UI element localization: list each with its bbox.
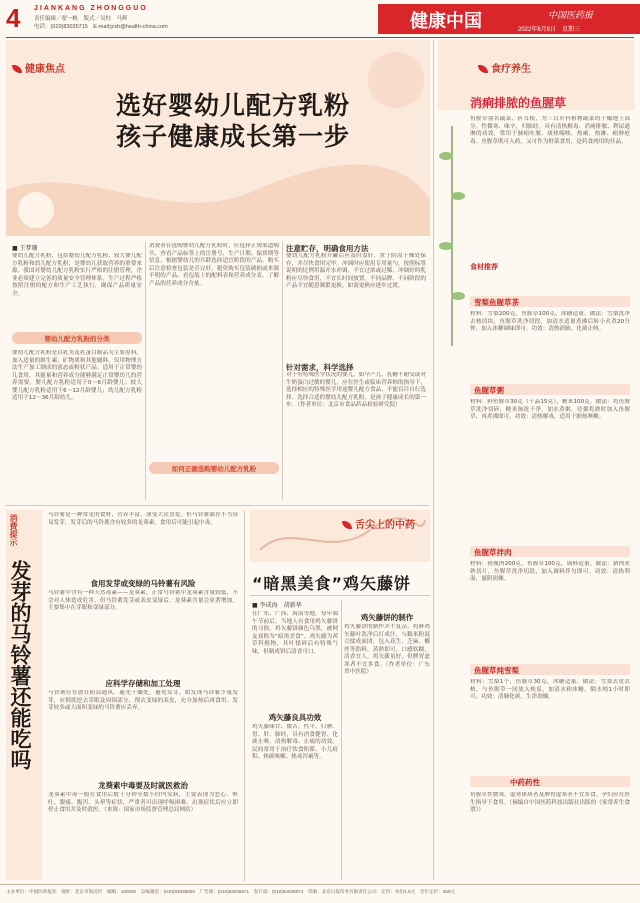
recipes-tag: 食材推荐 <box>470 263 498 271</box>
leaf-icon <box>12 65 22 73</box>
fish-intro: 鱼腥草别名蕺菜、折耳根，为三白草科植物蕺菜的干燥地上部分，性微寒、味辛，归肺经。具有清热解毒、消痈排脓、利尿通淋的功效，常用于肺痈吐脓、痰热喘咳、热痢、热淋、痈肿疮毒。鱼腥草既可入药，又可作为野菜食用，是药食两用的佳品。 <box>470 116 630 145</box>
lead-para1: 婴幼儿配方乳粉，包括婴幼儿配方乳粉、较大婴儿配方乳粉和幼儿配方乳粉，是婴幼儿获取营养的重要来源。我国对婴幼儿配方乳粉实行严格的注册管理，企业必须建立完善的质量安全管理体系，生产过程严格按照注册的配方和生产工艺执行，确保产品质量安全。 <box>12 253 142 297</box>
lead-para4: 婴幼儿配方乳粉开罐后应及时盖好，置于阴凉干燥处保存，并尽快食用完毕。冲调时应使用专用量勺，按照标签说明的比例用温开水冲调，不宜过浓或过稀。冲调好的乳粉应尽快食用，不宜长时间放置。不同品牌、不同阶段的产品不宜随意频繁更换，如需更换应逐步过渡。 <box>286 253 426 289</box>
lead-sub2: 如何正确选购婴幼儿配方乳粉 <box>171 465 257 473</box>
editor-line: 责任编辑／翟一帆 版式／吴柱 马辉 <box>34 16 128 22</box>
dish4-title: 鱼腥草炖雪梨 <box>474 666 519 675</box>
dish4-text: 材料：雪梨1个，鱼腥草30克，冰糖适量。做法：雪梨去皮去核，与鱼腥草一同放入炖盅，加清水和冰糖，隔水炖1小时即可。功效：清肺化痰，生津润燥。 <box>470 679 630 700</box>
festive-title: “暗黑美食”鸡矢藤饼 <box>252 574 412 593</box>
potato-tag: 消费提示 <box>9 514 18 546</box>
potato-sub3: 龙葵素中毒要及时就医救治 <box>98 781 188 790</box>
section-pinyin: JIANKANG ZHONGGUO <box>34 5 148 12</box>
lead-sub-storage: 注意贮存，明确食用方法 <box>286 244 369 253</box>
festive-para1: 在广东、广西、海南等地，每年端午节前后，当地人有食用鸡矢藤饼的习俗。鸡矢藤饼颜色乌黑，被网友戏称为“暗黑美食”。鸡矢藤为茜草科植物，其叶揉碎后有特殊气味，但制成饼后清香可口。 <box>252 611 338 655</box>
lead-para3: 消费者在选购婴幼儿配方乳粉时，应选择正规渠道购买，查看产品标签上的注册号、生产日期、保质期等信息，根据婴幼儿的月龄选择适宜阶段的产品。购买后注意检查包装是否完好，避免购买包装破损或来源不明的产品。看包装上的配料表和营养成分表，了解产品的营养成分含量。 <box>149 243 279 287</box>
festive-sub2: 鸡矢藤饼的制作 <box>360 613 414 622</box>
potato-sub2: 应科学存储和加工处理 <box>105 679 181 688</box>
page-number: 4 <box>6 3 21 33</box>
leaf-icon <box>342 521 352 529</box>
festive-byline: ■ 李成海 胡新华 <box>252 602 302 609</box>
header-rule <box>6 37 634 38</box>
dish1-title: 雪梨鱼腥草茶 <box>474 298 519 307</box>
dish1-text: 材料：雪梨200克，鱼腥草100克，冰糖适量。做法：雪梨洗净去核切块，鱼腥草洗净切段，加清水适量煮沸后转小火煮20分钟，加入冰糖调味即可。功效：清热润肺，化痰止咳。 <box>470 311 630 332</box>
warning-tag: 中药药性 <box>510 778 540 787</box>
newspaper-logo: 中国医药报 <box>548 11 594 21</box>
col-divider <box>244 510 245 882</box>
section-title: 健康中国 <box>410 11 482 32</box>
lead-para5: 对于有特殊医学状况的婴儿，如早产儿、乳糖不耐受或对牛奶蛋白过敏的婴儿，应在医生或临床营养师的指导下，选择相应的特殊医学用途婴儿配方食品，不能盲目自行选择。选择合适的婴幼儿配方乳粉，是孩子健康成长的第一步。（作者单位：北京市食品药品检验研究院） <box>286 372 426 408</box>
potato-para1: 马铃薯中含有一种天然毒素——龙葵素。正常马铃薯中龙葵素含量较低，不会对人体造成危害。但马铃薯发芽或表皮变绿后，龙葵素含量会显著增加，主要集中在芽眼和变绿部分。 <box>48 590 238 611</box>
leaf-icon <box>478 65 488 73</box>
dish3-title: 鱼腥草拌肉 <box>474 548 512 557</box>
potato-sub1: 食用发芽或变绿的马铃薯有风险 <box>90 579 196 588</box>
dish3-text: 材料：猪瘦肉200克，鱼腥草100克，调料适量。做法：猪肉煮熟切片，鱼腥草洗净切段，加入调料拌匀即可。功效：清热利湿，滋阴润燥。 <box>470 561 630 582</box>
dish2-text: 材料：鲜鱼腥草30克（干品15克），粳米100克。做法：将鱼腥草洗净切碎，粳米淘洗干净，加水煮粥，待粥将熟时加入鱼腥草，再煮沸即可。功效：清热解毒，适用于肺热咳嗽。 <box>470 399 630 420</box>
lead-byline: ■ 王梦珊 <box>12 245 38 252</box>
footer: 主办单位：中国医药报社 地址：北京市海淀区 邮编：100082 总编辑室：(010)83035600 广告部：(010)83035671 发行部：(010)83035674 印刷：北京日报印务有限责任公司 定价：每份1.5元 全年定价：360元 <box>0 884 640 902</box>
potato-intro: 马铃薯是一种常见的食材，营养丰富，深受大众喜爱。但马铃薯储存不当容易发芽，发芽后的马铃薯含有较多的龙葵素，食用后可能引起中毒。 <box>48 512 238 526</box>
lead-headline-line2: 孩子健康成长第一步 <box>116 122 351 151</box>
fish-illustration <box>438 116 466 356</box>
contact-line: 电话：(010)83035715 E-mail:jcsh@health-china.com <box>34 24 168 30</box>
dish-bar <box>470 776 630 787</box>
lead-para2: 婴幼儿配方乳粉是以乳类及乳蛋白制品为主要原料，加入适量的维生素、矿物质和其他辅料，仅用物理方法生产加工制成的液态或粉状产品。适用于正常婴幼儿食用，其能量和营养成分能够满足正常婴幼儿的营养需要。婴儿配方乳粉适用于0～6月龄婴儿；较大婴儿配方乳粉适用于6～12月龄婴儿；幼儿配方乳粉适用于12～36月龄幼儿。 <box>12 350 142 401</box>
section-rule <box>6 505 430 506</box>
festive-sub1: 鸡矢藤良具功效 <box>268 713 322 722</box>
right-col-divider <box>433 40 434 880</box>
festive-tag: 舌尖上的中药 <box>342 516 415 531</box>
potato-para2: 马铃薯应存放在阴凉通风、避光干燥处，避免发芽。如发现马铃薯少量发芽，应彻底挖去芽眼及周围部分，削去变绿的表皮，充分加热后再食用。发芽较多或大面积变绿的马铃薯应丢弃。 <box>48 690 238 711</box>
dish2-title: 鱼腥草粥 <box>474 386 504 395</box>
fish-title: 消痢排脓的鱼腥草 <box>470 96 567 110</box>
potato-title: 发芽的马铃薯还能吃吗 <box>8 560 32 770</box>
festive-para2: 鸡矢藤味甘、微苦，性平，归脾、胃、肝、肺经，具有消食健胃、化痰止咳、清热解毒、止痛的功效。民间常用于治疗饮食积滞、小儿疳积、热痰咳嗽、热毒泻痢等。 <box>252 724 338 760</box>
col-divider <box>145 242 146 500</box>
col-divider <box>341 600 342 880</box>
issue-date: 2022年6月8日 星期三 <box>518 27 581 33</box>
herb-icon <box>438 116 466 356</box>
lead-tag: 健康焦点 <box>12 60 65 75</box>
right-tag: 食疗养生 <box>478 60 531 75</box>
potato-para3: 龙葵素中毒一般在食用后数十分钟至数小时内发病，主要表现为恶心、呕吐、腹痛、腹泻、头晕等症状，严重者可出现呼吸困难。出现症状后应立即停止食用并及时就医。（来源：国家市场监督管理总局网站） <box>48 792 238 813</box>
lead-sub1: 婴幼儿配方乳粉的分类 <box>44 335 110 343</box>
festive-para3: 鸡矢藤饼的制作并不复杂。将鲜鸡矢藤叶洗净后打成汁，与糯米粉混合揉成面团，包入花生、芝麻、椰丝等馅料，蒸熟即可。口感软糯，清香宜人。鸡矢藤虽好，但脾胃虚寒者不宜多食。（作者单位：广东省中医院） <box>344 624 430 675</box>
col-divider <box>282 242 283 500</box>
festive-rule <box>250 595 430 596</box>
lead-headline-line1: 选好婴幼儿配方乳粉 <box>116 91 351 120</box>
masthead <box>0 0 640 38</box>
warning-text: 鱼腥草性微寒，虚寒体质者及脾胃虚寒者不宜多食。孕妇应在医生指导下食用。（摘编自中国医药科技出版社出版的《家常养生食谱》） <box>470 792 630 813</box>
lead-sub-note: 针对需求，科学选择 <box>286 363 354 372</box>
lead-para3b <box>149 480 279 500</box>
